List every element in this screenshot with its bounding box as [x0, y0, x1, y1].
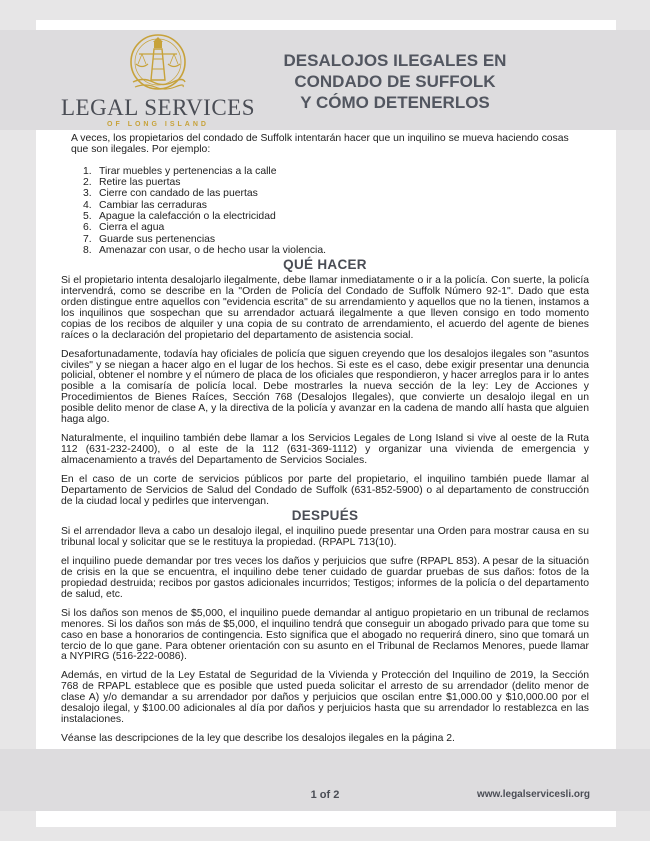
page-number: 1 of 2 [310, 789, 340, 801]
paragraph: Si el arrendador lleva a cabo un desalojo ilegal, el inquilino puede presentar una Orden para mostrar causa en su tribunal local y solicitar que se le restituya la propiedad. (RPAPL 713(10). [61, 526, 589, 549]
paragraph: Véanse las descripciones de la ley que describe los desalojos ilegales en la página 2. [61, 732, 455, 744]
page-title [272, 50, 518, 113]
list-item: 6. Cierra el agua [83, 222, 165, 234]
paragraph: Naturalmente, el inquilino también debe llamar a los Servicios Legales de Long Island si vive al oeste de la Ruta 112 (631-232-2400), o al este de la 112 (631-369-1112) y organizar una vivienda de emergencia y almacenamiento a través del Departamento de Servicios Sociales. [61, 432, 589, 466]
list-item: 4. Cambiar las cerraduras [83, 199, 207, 211]
list-item: 1. Tirar muebles y pertenencias a la calle [83, 165, 277, 177]
paragraph: Si el propietario intenta desalojarlo ilegalmente, debe llamar inmediatamente o ir a la policía. Con suerte, la policía intervendrá, como se describe en la "Orden de Policía del Condado de Suffolk Número 92-1". Dado que esta orden distingue entre aquellos con "evidencia escrita" de su arrendamiento y aquellos que no la tienen, instamos a los inquilinos que sospechan que su arrendador actuará ilegalmente a que lleven consigo en todo momento copias de los recibos de alquiler y una copia de su contrato de arrendamiento, el acuerdo del agente de bienes raíces o la declaración del propietario del departamento de asistencia social. [61, 275, 589, 341]
list-item: 8. Amenazar con usar, o de hecho usar la violencia. [83, 244, 326, 256]
section-heading-despues: DESPUÉS [291, 508, 359, 524]
intro-paragraph: A veces, los propietarios del condado de Suffolk intentarán hacer que un inquilino se mueva haciendo cosas que son ilegales. Por ejemplo: [71, 133, 569, 155]
footer-band [0, 749, 650, 811]
paragraph: el inquilino puede demandar por tres veces los daños y perjuicios que sufre (RPAPL 853). A pesar de la situación de crisis en la que se encuentra, el inquilino debe tener cuidado de guardar pruebas de sus daños: fotos de la propiedad destruida; recibos por gastos adicionales incurridos; Testigos; informes de la policía o del departamento de salud, etc. [61, 556, 589, 600]
logo-subtitle: OF LONG ISLAND [107, 121, 209, 128]
list-item: 3. Cierre con candado de las puertas [83, 188, 258, 200]
paragraph: En el caso de un corte de servicios públicos por parte del propietario, el inquilino también puede llamar al Departamento de Servicios de Salud del Condado de Suffolk (631-852-5900) o al departamento de construcción de la ciudad local y pedirles que intervengan. [61, 473, 589, 507]
paragraph: Además, en virtud de la Ley Estatal de Seguridad de la Vivienda y Protección del Inquilino de 2019, la Sección 768 de RPAPL establece que es posible que usted pueda solicitar el arresto de su arrendador (delito menor de clase A) y/o demandar a su arrendador por daños y perjuicios que oscilan entre $1,000.00 y $10,000.00 por el desalojo ilegal, y $100.00 adicionales al día por daños y perjuicios hasta que su arrendador lo restablezca en las instalaciones. [61, 670, 589, 725]
paragraph: Si los daños son menos de $5,000, el inquilino puede demandar al antiguo propietario en un tribunal de reclamos menores. Si los daños son más de $5,000, el inquilino tendrá que conseguir un abogado privado para que tome su caso en base a honorarios de contingencia. Esto significa que el abogado no requerirá dinero, sino que tomará un tercio de lo que gane. Para obtener orientación con su asunto en el Tribunal de Reclamos Menores, puede llamar a NYPIRG (516-222-0086). [61, 607, 589, 663]
list-item: 5. Apague la calefacción o la electricidad [83, 211, 276, 222]
list-item: 2. Retire las puertas [83, 177, 181, 189]
list-item: 7. Guarde sus pertenencias [83, 233, 216, 245]
title-line: CONDADO DE SUFFOLK [294, 72, 496, 91]
lighthouse-scales-logo-icon [123, 32, 193, 98]
paragraph: Desafortunadamente, todavía hay oficiales de policía que siguen creyendo que los desalojos ilegales son "asuntos civiles" y se niegan a hacer algo en el lugar de los hechos. Si este es el caso, debe exigir presentar una denuncia policial, obtener el nombre y el número de placa de los oficiales que respondieron, y hacer arreglos para ir lo antes posible a la comisaría de policía local. Debe mostrarles la nueva sección de la ley: Ley de Acciones y Procedimientos de Bienes Raíces, Sección 768 (Desalojos Ilegales), que convierte un desalojo ilegal en un posible delito menor de clase A, y la directiva de la policía y avanzar en la cadena de mando allí hasta que alguien haga algo. [61, 348, 589, 426]
title-line: DESALOJOS ILEGALES EN [283, 51, 507, 70]
illegal-actions-list [61, 166, 589, 256]
website-link[interactable]: www.legalservicesli.org [476, 789, 590, 800]
title-line: Y CÓMO DETENERLOS [300, 93, 490, 112]
main-content [61, 134, 589, 745]
section-heading-que-hacer: QUÉ HACER [283, 257, 367, 273]
logo-name: LEGAL SERVICES [60, 95, 256, 120]
logo [58, 32, 258, 130]
